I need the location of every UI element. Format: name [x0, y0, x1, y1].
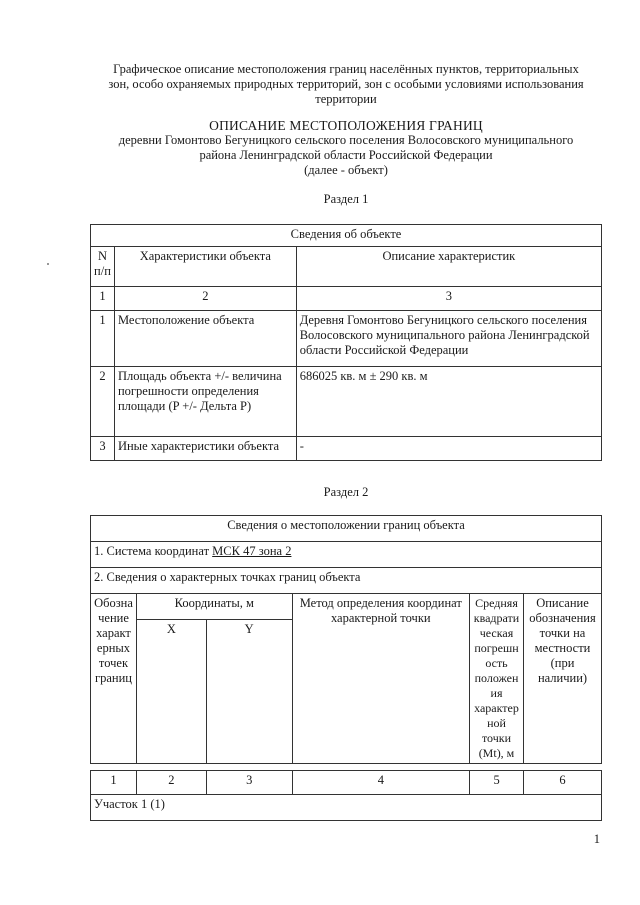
col-header-method: Метод определения координат характерной точки — [292, 594, 469, 764]
coordinate-system-value: МСК 47 зона 2 — [212, 544, 292, 558]
document-header — [90, 62, 602, 107]
object-info-table — [90, 224, 602, 461]
row-number: 3 — [91, 437, 115, 461]
page-number: 1 — [593, 832, 600, 846]
description-block — [90, 118, 602, 178]
row-number: 2 — [91, 367, 115, 437]
col-num-4: 4 — [292, 771, 470, 795]
boundary-table-title: Сведения о местоположении границ объекта — [91, 516, 602, 542]
row-description: - — [296, 437, 601, 461]
col-header-y: Y — [206, 620, 292, 764]
description-title: ОПИСАНИЕ МЕСТОПОЛОЖЕНИЯ ГРАНИЦ — [209, 118, 483, 133]
header-line-2: зон, особо охраняемых природных территорий, зон с особыми условиями использования — [108, 77, 584, 91]
col-num-1: 1 — [91, 287, 115, 311]
row-characteristic: Иные характеристики объекта — [114, 437, 296, 461]
col-num-3: 3 — [296, 287, 601, 311]
table-row — [91, 311, 602, 367]
table-row — [91, 367, 602, 437]
row-characteristic: Площадь объекта +/- величина погрешности определения площади (P +/- Дельта P) — [114, 367, 296, 437]
row-description: 686025 кв. м ± 290 кв. м — [296, 367, 601, 437]
col-header-description: Описание характеристик — [296, 247, 601, 287]
boundary-location-table — [90, 515, 602, 764]
row-characteristic: Местоположение объекта — [114, 311, 296, 367]
description-line-3: (далее - объект) — [304, 163, 388, 177]
col-header-x: X — [136, 620, 206, 764]
row-number: 1 — [91, 311, 115, 367]
row-description: Деревня Гомонтово Бегуницкого сельского поселения Волосовского муниципального района Ленинградской области Российской Федерации — [296, 311, 601, 367]
boundary-points-table — [90, 770, 602, 821]
col-header-remark: Описание обозначения точки на местности (при наличии) — [523, 594, 601, 764]
col-header-characteristics: Характеристики объекта — [114, 247, 296, 287]
description-line-1: деревни Гомонтово Бегуницкого сельского поселения Волосовского муниципального — [118, 133, 574, 147]
coordinate-system-label: 1. Система координат — [94, 544, 213, 558]
coordinate-system-row — [91, 542, 602, 568]
table-row — [91, 437, 602, 461]
header-line-3: территории — [315, 92, 377, 106]
object-info-table-title: Сведения об объекте — [91, 225, 602, 247]
col-num-6: 6 — [524, 771, 602, 795]
description-line-2: района Ленинградской области Российской Федерации — [199, 148, 493, 162]
parcel-row: Участок 1 (1) — [91, 795, 602, 821]
scan-speck — [47, 263, 49, 265]
section-1-title: Раздел 1 — [323, 192, 369, 206]
col-num-3: 3 — [206, 771, 292, 795]
col-header-designation: Обозна чение характ ерных точек границ — [91, 594, 137, 764]
col-header-error: Средняя квадрати ческая погрешн ость положен ия характер ной точки (Mt), м — [470, 594, 524, 764]
col-num-1: 1 — [91, 771, 137, 795]
col-header-coordinates: Координаты, м — [136, 594, 292, 620]
col-num-2: 2 — [114, 287, 296, 311]
col-num-2: 2 — [136, 771, 206, 795]
points-info-row: 2. Сведения о характерных точках границ объекта — [91, 568, 602, 594]
col-header-no: N п/п — [91, 247, 115, 287]
col-num-5: 5 — [470, 771, 524, 795]
header-line-1: Графическое описание местоположения границ населённых пунктов, территориальных — [113, 62, 579, 76]
section-2-title: Раздел 2 — [323, 485, 369, 499]
